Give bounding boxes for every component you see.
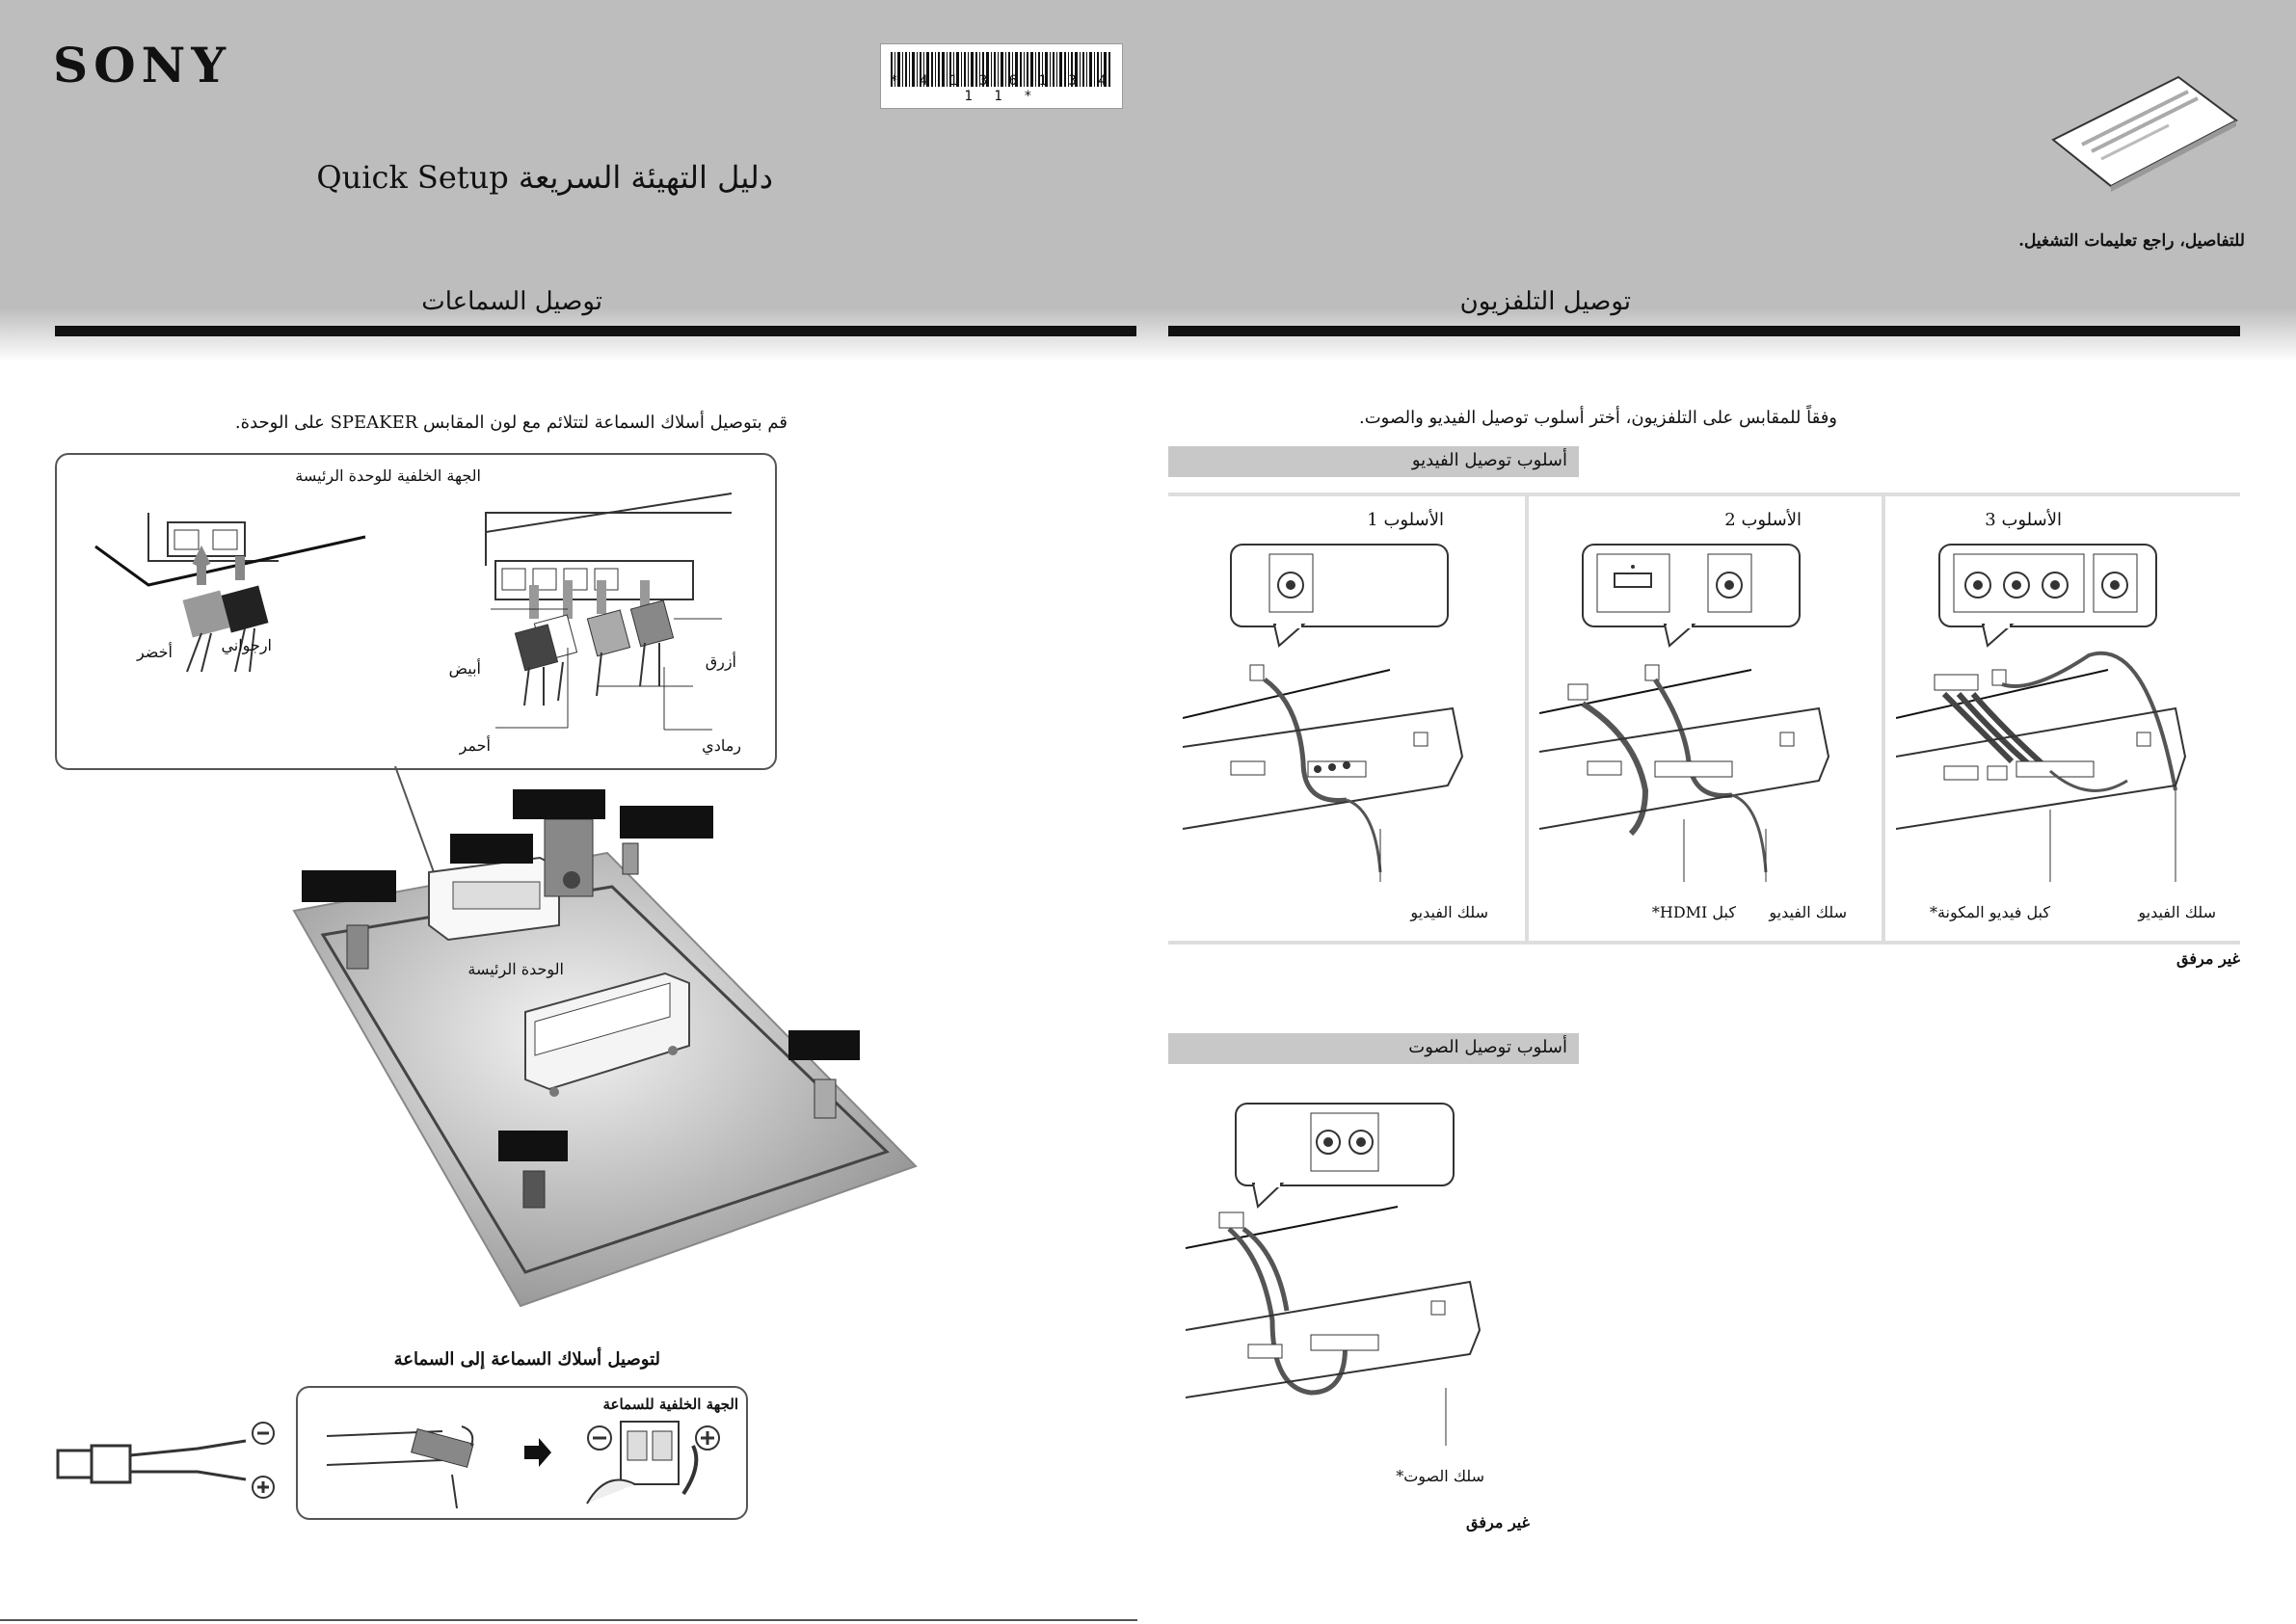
video-not-supplied: غير مرفق	[2176, 949, 2240, 968]
details-note: للتفاصيل، راجع تعليمات التشغيل.	[2018, 231, 2245, 251]
tv-heading-rule	[1168, 326, 2240, 336]
method-1-illustration	[1183, 540, 1510, 887]
method-3-cable-video: سلك الفيديو	[2138, 903, 2216, 921]
audio-method-bar	[1168, 1033, 1579, 1064]
label-gray: رمادي	[702, 736, 741, 755]
speaker-rear-box	[296, 1386, 748, 1520]
method-1-cable-video: سلك الفيديو	[1410, 903, 1488, 921]
speaker-terminal-illustration	[298, 1388, 746, 1518]
method-2-cable-hdmi: كبل HDMI*	[1651, 903, 1736, 921]
speaker-cable-illustration	[53, 1412, 304, 1513]
speaker-jacks-illustration	[57, 455, 775, 768]
main-unit-label: الوحدة الرئيسة	[467, 960, 564, 978]
barcode	[880, 43, 1123, 109]
video-methods-frame	[1168, 493, 2240, 945]
method-3-illustration	[1896, 540, 2229, 887]
speaker-label-block-surround-left	[498, 1131, 568, 1161]
audio-cable-label: سلك الصوت*	[1396, 1467, 1484, 1485]
manual-booklet-icon	[2043, 72, 2246, 193]
speaker-label-block-center	[513, 789, 605, 819]
method-1-title: الأسلوب 1	[1367, 510, 1444, 530]
audio-method-title: أسلوب توصيل الصوت	[1408, 1037, 1567, 1057]
label-red: أحمر	[459, 736, 491, 755]
method-2-title: الأسلوب 2	[1724, 510, 1802, 530]
rear-panel-label: الجهة الخلفية للوحدة الرئيسة	[295, 466, 481, 485]
audio-connection-illustration	[1186, 1099, 1513, 1455]
speaker-label-block-front-right	[620, 806, 713, 839]
label-green: أخضر	[136, 643, 173, 661]
method-2-cable-video: سلك الفيديو	[1769, 903, 1847, 921]
document-title: دليل التهيئة السريعة Quick Setup	[316, 159, 773, 196]
connect-wires-heading: لتوصيل أسلاك السماعة إلى السماعة	[393, 1349, 660, 1370]
speaker-label-block-subwoofer	[450, 834, 533, 864]
video-method-bar	[1168, 446, 1579, 477]
speakers-heading: توصيل السماعات	[421, 287, 602, 316]
rear-panel-box	[55, 453, 777, 770]
video-method-title: أسلوب توصيل الفيديو	[1411, 450, 1567, 470]
label-white: أبيض	[448, 659, 481, 678]
method-2-illustration	[1539, 540, 1867, 887]
method-3-title: الأسلوب 3	[1985, 510, 2062, 530]
speakers-heading-rule	[55, 326, 1136, 336]
method-divider-1	[1525, 496, 1529, 941]
method-divider-2	[1882, 496, 1885, 941]
tv-instruction: وفقاً للمقابس على التلفزيون، أختر أسلوب توصيل الفيديو والصوت.	[1359, 408, 1837, 428]
tv-heading: توصيل التلفزيون	[1459, 287, 1631, 316]
bottom-rule-left	[0, 1619, 1137, 1621]
audio-not-supplied: غير مرفق	[1466, 1513, 1530, 1531]
speaker-label-block-front-left	[302, 870, 396, 902]
label-blue: أزرق	[705, 652, 736, 671]
speakers-instruction: قم بتوصيل أسلاك السماعة لتتلائم مع لون المقابس SPEAKER على الوحدة.	[234, 413, 788, 433]
speaker-rear-label: الجهة الخلفية للسماعة	[602, 1396, 738, 1413]
method-3-cable-component: كبل فيديو المكونة*	[1929, 903, 2050, 921]
barcode-number: * 4 1 3 6 1 3 4 1 1 *	[890, 73, 1113, 104]
speaker-label-block-surround-right	[788, 1030, 860, 1060]
sony-logo: SONY	[53, 37, 232, 93]
label-purple: ارجواني	[221, 636, 272, 654]
